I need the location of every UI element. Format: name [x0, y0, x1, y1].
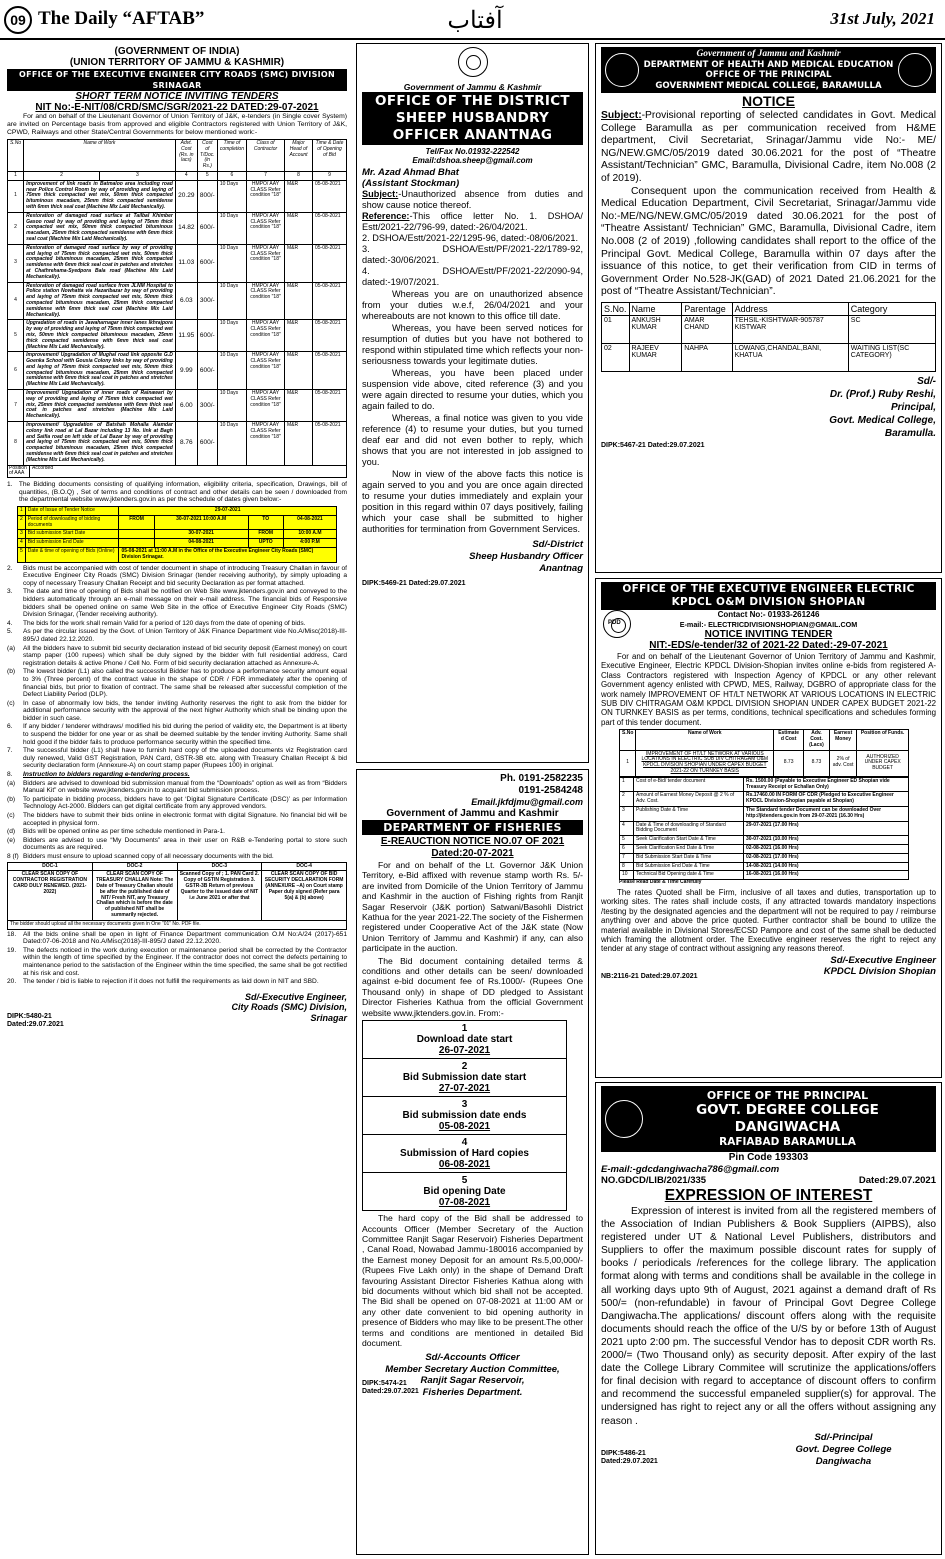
notice-subtitle: SHORT TERM NOTICE INVITING TENDERS — [75, 91, 279, 102]
para-2: The Bid document containing detailed terms & conditions and other details can be seen/ downloaded against e-bid document fee of Rs.1000/- (Rupees One Thousand only) in shape of DD pledged to Assistant Director Fisheries Kathua from the official Government website www.jktenders.gov.in. From:- — [362, 955, 583, 1018]
college-logo-icon — [605, 1100, 643, 1138]
newspaper-logo: آفتاب — [447, 6, 503, 34]
schedule-row: 5 Date & time of opening of Bids (Online) 05-08-2021 at 11:00 A.M in the Office of the Executive Engineer City Roads (SMC) Division Srinagar. — [18, 548, 337, 563]
schedule-row: 2 Period of downloading of bidding documents FROM 30-07-2021 10:00 A.M TO 04-08-2021 — [18, 515, 337, 530]
schedule-row: 4 Date & Time of downloading of Standard Bidding Document 29-07-2021 (17.00 Hrs) — [620, 821, 909, 836]
schedule-item: 4 Submission of Hard copies 06-08-2021 — [363, 1135, 567, 1173]
table-header: S.No. — [602, 302, 630, 315]
cell-n: 1 — [8, 180, 24, 212]
doc-header: DOC-3 — [177, 862, 262, 871]
paragraph: Now in view of the above facts this notice is again served to you and you are once again directed to resume your duties immediately and explain your position in this regard within 07 days positively, failing which your case shall be submitted to higher authorities for termination from Government Services. — [362, 469, 583, 534]
cell-w: Improvement/ Upgradation of Mughal road link opposite G.D Goenka School with Gousia Colony links by way of providing and laying of 75mm thick compacted wet mix, 50mm thick compacted bituminous macadam, 25mm thick compacted semidense with 6mm thick seal coat in patches and stretches (Machine Mix Laid Mechanically). — [24, 352, 176, 390]
subject: Subject:-Unauthorized absence from duties and show cause notice thereof. — [362, 189, 583, 210]
cell-d: 600/- — [197, 422, 217, 466]
notice-fisheries — [356, 769, 589, 1555]
notice-gmc-baramulla — [595, 43, 942, 573]
cell-h: M&R — [285, 422, 313, 466]
gov-line: Government of Jammu & Kashmir — [403, 82, 542, 92]
body: Consequent upon the communication received from Health & Medical Education Department, Civil Secretariat, Srinagar/Jammu vide No:-ME/NG/NEW.GMC/05/2019 dated 30.06.2021 for the post of “Theatre Assistant/ Technician” GMC, Baramulla, Divisional Cadre, item No.008 (2 of 2019) ,following candidates shall report to the office of the Principal Govt. Medical College, Baramulla within 07 days after the issuance of this notice, to get their verification from CID in terms of Government Order No.528-JK(GAD) of 2021 Dated 21.06.2021 for the post of “Theatre Assistant/Technician”. — [601, 185, 936, 298]
clause: 20. The tender / bid is liable to rejection if it does not fulfill the requirements as laid down in NIT and SBD. — [7, 978, 319, 986]
cell-t: 10 Days — [217, 282, 246, 320]
cell-c: 6.00 — [175, 390, 197, 422]
cell-n: 2 — [8, 212, 24, 244]
cell-t: 10 Days — [217, 212, 246, 244]
cell-h: M&R — [285, 320, 313, 352]
ut-heading: (UNION TERRITORY OF JAMMU & KASHMIR) — [69, 57, 285, 68]
cell-o: 05-08-2021 — [313, 212, 347, 244]
clauses — [7, 565, 347, 861]
tel-fax: Tel/Fax No.01932-222542 — [425, 147, 520, 156]
cell-t: 10 Days — [217, 244, 246, 282]
addressee-role: (Assistant Stockman) — [362, 178, 460, 189]
reference: Reference:-This office letter No. 1. DSHOA/ Estt/2021-22/796-99, dated:-26/04/2021. — [362, 211, 583, 232]
cell-n: 4 — [8, 282, 24, 320]
eoi-degree-college — [595, 1082, 942, 1555]
nit-number: NIT No:-E-NIT/08/CRD/SMC/SGR/2021-22 DATED:29-07-2021 — [35, 102, 319, 113]
cell-w: Improvement/ Upgradation of inner roads of Rainawari by way of providing and laying of 75mm thick compacted wet mix, 25mm thick compacted semidense with 6mm thick seal coat in patches and stretches (Machine Mix Laid Mechanically). — [24, 390, 176, 422]
nit-number: NIT:-EDS/e-tender/32 of 2021-22 Dated:-29-07-2021 — [649, 640, 888, 651]
reference-item: 3. DSHOA/Estt/PF/2021-22/1789-92, dated:-30/06/2021. — [362, 244, 583, 265]
newspaper-title: The Daily “AFTAB” — [38, 8, 205, 29]
cell-h: M&R — [285, 352, 313, 390]
eoi-title: EXPRESSION OF INTEREST — [664, 1187, 873, 1204]
clause: (b) To participate in bidding process, bidders have to get ‘Digital Signature Certificate (DSC)’ as per Information Technology Act-2000. Bidders can get digital certificate from any approved vendors. — [7, 795, 347, 811]
table-header: Time & Date of Opening of Bid — [313, 140, 347, 172]
column-number: 4 — [175, 171, 197, 180]
table-header: Category — [848, 302, 935, 315]
table-header: Name of Work — [24, 140, 176, 172]
signature-block: Sd/-District Sheep Husbandry Officer Anantnag — [469, 539, 583, 574]
table-header: Address — [732, 302, 848, 315]
notice-sheep-husbandry — [356, 43, 589, 763]
cell-d: 600/- — [197, 320, 217, 352]
schedule-row: 5 Seek Clarification Start Date & Time 30-07-2021 (10.00 Hrs) — [620, 836, 909, 845]
clause: 5. As per the circular issued by the Govt. of Union Territory of J&K Finance Department vide No.A/Misc(2018)-III-895/J dated 22.12.2020. — [7, 628, 347, 643]
dipk-ref: DIPK:5467-21 Dated:29.07.2021 — [601, 441, 705, 449]
doc-cell: CLEAR SCAN COPY OF CONTRACTOR REGISTRATION CARD DULY RENEWED. (2021-2022) — [8, 871, 93, 920]
schedule-row: 7 Bid Submission Start Date & Time 02-08-2021 (17.00 Hrs) — [620, 853, 909, 862]
email: Email:dshoa.sheep@gmail.com — [412, 156, 533, 165]
clause: (c) The bidders have to submit their bids online in electronic format with digital Signature. No financial bid will be accepted in physical form. — [7, 812, 347, 827]
doc-header: DOC-1 — [8, 862, 93, 871]
cell-o: 05-08-2021 — [313, 282, 347, 320]
work-row: 1 IMPROVEMENT OF HT/LT NETWORK AT VARIOUS LOCATIONS IN ELECTRIC SUB DIV CHITRAGAM O&M KPDCL DIVISION SHOPIAN UNDER CAPEX BUDGET 2021-22 ON TURNKEY BASIS 8.73 8.73 2% of adv. Cost AUTHORIZED UNDER CAPEX BUDGET — [620, 750, 909, 776]
table-row — [8, 320, 347, 352]
table-row — [8, 422, 347, 466]
table-header: Adv. Cost. (Lacs) — [804, 730, 830, 750]
phone-2: 0191-2584248 — [518, 785, 583, 796]
contact: Contact No:- 01933-261246 — [717, 610, 820, 619]
column-number: 7 — [247, 171, 285, 180]
clause: 6. If any bidder / tenderer withdraws/ modified his bid during the period of validity etc, the Department is at liberty to suspend the bidder for one year or as shall be deemed suitable by the tender inviting Authority. Same shall hold good if the bidder fails to produce performance security within the specified time. — [7, 723, 347, 746]
header-bar: OFFICE OF THE PRINCIPAL GOVT. DEGREE COLLEGE DANGIWACHA RAFIABAD BARAMULLA — [601, 1086, 936, 1152]
cell-o: 05-08-2021 — [313, 352, 347, 390]
clause: 8. Instruction to bidders regarding e-tendering process. — [7, 771, 190, 779]
schedule-item: 3 Bid submission date ends 05-08-2021 — [363, 1097, 567, 1135]
candidate-row: 01 ANKUSH KUMAR AMAR CHAND TEHSIL-KISHTWAR-905787 KISTWAR SC — [602, 315, 936, 343]
clause: (c) In case of abnormally low bids, the tender inviting Authority reserves the right to ask from the bidder for additional performance security with the approval of the next higher Authority which shall be binding upon the bidder in such case. — [7, 699, 347, 722]
eoi-body: Expression of interest is invited from all the registered members of the Association of Indian Publishers & Book Suppliers (AIPBS), also registered under UT & National Level Publishers, distributors and Suppliers to offer the maximum possible discount rates for supply of books / periodicals /references for the college library. The application format along with terms and conditions shall be available in the college in all working days upto 9th of August, 2021 against a demand draft of Rs 500/= (non-refundable) in favour of Principal Govt Degree College Dangiwacha.The applications/ discount offers along with the requisite documents should reach the office of the U/S by or before 13th of August 2021 upto 2:00 pm. The successful Vendor has to deposit CDR worth Rs. 2000/= (Two Thousand only) as security deposit. After expiry of the last date the College Library Commitee will scrutinize the applications/offers for final decision with regard to acceptance of discount offers to confirm and recommend the successful empaneled supplier(s) for approval. The undersigned has right to reject any or all the offers without assigning any reason . — [601, 1206, 936, 1427]
clause: (a) Bidders are advised to download bid submission manual from the “Downloads” option as well as from “Bidders Manual Kit” on website www.jktenders.gov.in to acquaint bid submission process. — [7, 779, 347, 795]
table-header: Parentage — [682, 302, 732, 315]
table-row — [8, 352, 347, 390]
doc-header: DOC-2 — [92, 862, 177, 871]
cell-t: 10 Days — [217, 320, 246, 352]
schedule-table — [17, 506, 337, 563]
column-number: 5 — [197, 171, 217, 180]
dipk-ref: DIPK:5469-21 Dated:29.07.2021 — [362, 580, 466, 587]
cell-h: M&R — [285, 212, 313, 244]
cell-h: M&R — [285, 180, 313, 212]
cell-n: 8 — [8, 422, 24, 466]
candidates-table — [601, 302, 936, 372]
tender-schedule-table — [619, 777, 909, 880]
cell-t: 10 Days — [217, 180, 246, 212]
schedule-item: 1 Download date start 26-07-2021 — [363, 1021, 567, 1059]
page-number: 09 — [4, 6, 32, 34]
notice-number: E-REAUCTION NOTICE NO.07 OF 2021 — [380, 836, 565, 847]
column-number: 2 — [24, 171, 100, 180]
cell-h: M&R — [285, 244, 313, 282]
schedule-row: 6 Seek Clarification End Date & Time 02-08-2021 (16.00 Hrs) — [620, 845, 909, 854]
clause: 2. Bids must be accompanied with cost of tender document in shape of introducing Treasury Challan in favour of Executive Engineer City Roads (SMC) Division Srinagar (tender receiving authority), by simply uploading a copy of necessary Treasury Challan Receipt and bid security Declaration as per format attached. — [7, 564, 347, 587]
cell-o: 05-08-2021 — [313, 180, 347, 212]
para-1: For and on behalf of the Lieutenant Governor of Union Territory of Jammu and Kashmir, Executive Engineer, Electric KPDCL Division-Shopian invites online e-bids from registered A-Class Contractors registered with Inspection Agency of KPDCL or any other relevant Government agency enlisted with CPWD, MES, Railway, DGBRO of appropriate class for the work namely IMPROVEMENT OF HT/LT NETWORK AT VARIOUS LOCATIONS IN ELECTRIC SUB DIV CHITRAGAM O&M KPDCL DIVISION SHOPIAN UNDER CAPEX BUDGET 2021-22 ON TURNKEY BASIS as per terms, conditions, technical specifications and schedules forming part of this tender document. — [601, 652, 936, 727]
cell-h: M&R — [285, 282, 313, 320]
doc-cell: CLEAR SCAN COPY OF TREASURY CHALLAN Note: The Date of Treasury Challan should be after the published date of NIT/ Fresh NIT, any Treasury Challan which is before the date of published NIT shall be summarily rejected. — [92, 871, 177, 920]
tender-work-table — [619, 729, 909, 777]
clauses-final — [7, 931, 347, 986]
jk-emblem-icon — [605, 53, 639, 87]
notice-title: NOTICE INVITING TENDER — [704, 629, 833, 640]
college-logo-icon — [898, 53, 932, 87]
clause: (d) Bids will be opened online as per time schedule mentioned in Para-1. — [7, 828, 225, 836]
schedule-row: 1 Date of Issue of Tender Notice 29-07-2021 — [18, 507, 337, 516]
cell-c: 11.03 — [175, 244, 197, 282]
aaa-value: Accorded — [32, 464, 54, 471]
issue-date: 31st July, 2021 — [830, 9, 935, 28]
schedule-row: 10 Technical Bid Opening date & Time 16-08-2021 (16.00 Hrs) — [620, 871, 909, 880]
signature-block: Sd/-Executive Engineer, City Roads (SMC) Division, Srinagar — [231, 991, 347, 1023]
schedule-row: 4 Bid submission End Date 04-08-2021 UPTO 4:00 P.M — [18, 539, 337, 548]
table-header: Name of Work — [636, 730, 774, 750]
cell-c: 14.82 — [175, 212, 197, 244]
cell-t: 10 Days — [217, 422, 246, 466]
email: E-mail:-gdcdangiwacha786@gmail.com — [601, 1164, 780, 1175]
clause: 19. The defects noticed in the work during execution or maintenance period shall be corrected by the Contractor within the length of time specified by the Engineer. If the contractor does not correct the defects pertaining to maintenance period to the satisfaction of the Engineer within the time specified, the same shall be got rectified at his risk and cost. — [7, 946, 347, 977]
cell-d: 800/- — [197, 180, 217, 212]
table-row — [8, 282, 347, 320]
doc-cell: Scanned Copy of ; 1. PAN Card 2. Copy of GSTIN Registration 3. GSTR-3B Return of previous Quarter to the issued date of NIT i.e June 2021 or after that — [177, 871, 262, 920]
clause: 18. All the bids online shall be open in light of Finance Department communication O.M No:A/24 (2017)-651 Dated:07-06-2018 and No.A/Misc(2018)-III-895/J dated 22.12.2020. — [7, 930, 347, 946]
reference-item: 4. DSHOA/Estt/PF/2021-22/2090-94, dated:-19/07/2021. — [362, 266, 583, 287]
reference-list — [362, 233, 583, 288]
paragraph: Whereas you are on unauthorized absence from your duties w.e.f, 26/04/2021 and your whereabouts are not known to this office till date. — [362, 289, 583, 321]
cell-n: 3 — [8, 244, 24, 282]
cell-w: Improvement of link roads in Batmaloo area including road near Police Control Room by way of providing and laying of 75mm thick compacted wet mix, 50mm thick compacted bituminous macadam, 25mm thick compacted semidense with 6mm thick seal coat (Machine Mix Laid Mechanically). — [24, 180, 176, 212]
tender-notice-city-roads — [2, 43, 352, 1555]
clause: 3. The date and time of opening of Bids shall be notified on Web Site www.jktenders.gov.in and conveyed to the bidders automatically through an e-mail message on their e-mail address. The financial bids of Responsive bidders shall be opened online on same Web Site in the office of Executive Engineer City Roads (SMC) Division Srinagar, (Tender receiving authority). — [7, 588, 347, 619]
paragraph: Whereas, you have been placed under suspension vide above, cited reference (3) and you were again directed to resume your duties, which you again failed to do. — [362, 368, 583, 411]
table-row — [8, 390, 347, 422]
dipk-ref: DIPK:5480-21 Dated:29.07.2021 — [7, 1013, 64, 1029]
cell-k: HMPO/ AAY CLASS Refer condition "18" — [247, 212, 285, 244]
body-paragraphs — [362, 289, 583, 535]
clause: (e) Bidders are advised to use “My Documents” area in their user on R&B e-Tendering portal to store such documents as are required. — [7, 836, 347, 852]
column-number: 9 — [313, 171, 347, 180]
clause: 7. The successful bidder (L1) shall have to furnish hard copy of the uploaded documents viz Registration card duly renewed, Valid GST Registration, PAN Card, GSTR-3B etc. along with Treasury Challan Receipt & bid security declaration form (Annexure-A) on court stamp paper (Rupees 100) in original. — [7, 747, 347, 770]
auction-schedule — [362, 1020, 567, 1211]
cell-k: HMPO/ AAY CLASS Refer condition "18" — [247, 180, 285, 212]
para-1: For and on behalf of the Lt. Governor J&K Union Territory, e-Bid affixed with revenue stamp worth Rs. 5/- are invited from Domicile of the Union Territory of Jammu and Kashmir in the auction of Fishing rights from Ranjit Sagar Reservoir (J&K portion) Satwani/Basohli District Kathua for the year 2021-22.The society of the Fishermen registered under Cooperative Act of the J&K state (Now Union Territory of Jammu and Kashmir) if any, can also participate in the auction. — [362, 860, 583, 954]
cell-w: Upgradation of roads in Jawaharnagar inner lanes Ikhrajpora by way of providing and laying of 75mm thick compacted wet mix, 50mm thick compacted bituminous macadam, 25mm thick compacted semidense with 6mm thick seal coat (Machine Mix Laid Mechanically). — [24, 320, 176, 352]
date-note: Please Read Date & Time Carefully — [619, 879, 702, 886]
table-header: Name — [629, 302, 682, 315]
cell-c: 20.29 — [175, 180, 197, 212]
tender-kpdcl-shopian: OFFICE OF THE EXECUTIVE ENGINEER ELECTRIC KPDCL O&M DIVISION SHOPIAN PDD Contact No:- 01933-261246 E-mail:- ELECTRICDIVISIONSHOPIAN@GMAIL.COM NOTICE INVITING TENDER NIT:-EDS/e-tender/32 of 2021-22 Dated:-29-07-2021 For and on behalf of the Lieutenant Governor of Union Territory of Jammu and Kashmir, Executive Engineer, Electric KPDCL Division-Shopian invites online e-bids from registered A-Class Contractors registered with Inspection Agency of KPDCL or any other relevant Government agency enlisted with CPWD, MES, Railway, DGBRO of appropriate class for the work namely IMPROVEMENT OF HT/LT NETWORK AT VARIOUS LOCATIONS IN ELECTRIC SUB DIV CHITRAGAM O&M KPDCL DIVISION SHOPIAN UNDER CAPEX BUDGET 2021-22 ON TURNKEY BASIS as per terms, conditions, technical specifications and schedules forming part of this tender document. S.No Name of Work Estimate d Cost Adv. Cost. (Lacs) Earnest Money Position of Funds. 1 IMPROVEMENT OF HT/LT NETWORK AT VARIOUS LOCATIONS IN ELECTRIC SUB DIV CHITRAGAM O&M KPDCL DIVISION SHOPIAN UNDER CAPEX BUDGET 2021-22 ON TURNKEY BASIS 8.73 8.73 2% of adv. Cost AUTHORIZED UNDER CAPEX BUDGET 1 Cost of e-Bid/ tender document Rs. 1500.00 (Payable to Executive Engineer ED Shopian vide Treasury Receipt or Echallan Only) 2 Amount of Earnest Money Deposit @ 2 % of Adv. Cost. Rs.17460.00 IN FORM OF CDR (Pledged to Executive Engineer KPDCL Division-Shopian payable at Shopian) 3 Publishing Date & Time The Standard tender Document can be downloaded Over http://jktenders.gov.in from 29-07-2021 (16.30 Hrs) 4 Date & Time of downloading of Standard Bidding Document 29-07-2021 (17.00 Hrs) 5 Seek Clarification Start Date & Time 30-07-2021 (10.00 Hrs) 6 Seek Clarification End Date & Time 02-08-2021 (16.00 Hrs) 7 Bid Submission Start Date & Time 02-08-2021 (17.00 Hrs) 8 Bid Submission End Date & Time 14-08-2021 (14.00 Hrs) 10 Technical Bid Opening date & Time 16-08-2021 (16.00 Hrs) Please Read Date & Time Carefully The rates Quoted shall be Firm, inclusive of all taxes and duties, transportation up to working sites. The rates shall include costs, if any attracted towards mandatory inspections /testing by the designated agencies and the department will not be required to pay / reimburse anything over and above the price quoted. Further contractor shall be bound to utilize the material available in Divisional Stores/ECSD Pampore and cost of the same shall be deducted which framing the allotment order. The Executive engineer reserves the right to reject any tender at any stage of contract without assigning any reasons thereof. Sd/-Executive Engineer KPDCL Division Shopian NB:2116-21 Dated:29.07.2021 — [595, 578, 942, 1078]
cell-c: 6.03 — [175, 282, 197, 320]
signature-block: Sd/-Accounts Officer Member Secretary Auction Committee, Ranjit Sagar Reservoir, Fisheries Department. — [385, 1352, 560, 1398]
subject: Subject:-Provisional reporting of selected candidates in Govt. Medical College Baramulla as per communication received from H&ME department, Civil Secretariat, Srinagar/Jammu vide No:- ME/ NG/NEW.GMC/05/2019 dated 30.06.2021 for the post of “Theatre Assistant/Technician” GMC, Baramulla, Divisional Cadre, item No.008 (2 of 2019). — [601, 110, 936, 184]
cell-k: HMPO/ AAY CLASS Refer condition "18" — [247, 320, 285, 352]
table-header: Estimate d Cost — [774, 730, 804, 750]
cell-d: 300/- — [197, 390, 217, 422]
signature-block: Sd/- Dr. (Prof.) Ruby Reshi, Principal, Govt. Medical College, Baramulla. — [829, 375, 936, 439]
documents-table — [7, 862, 347, 930]
para-3: The hard copy of the Bid shall be addressed to Accounts Officer (Member Secretary of the Auction Committee Ranjit Sagar Reservoir) Fisheries Department , Canal Road, Nowabad Jammu-180016 accompanied by the Earnest money Deposit for an amount Rs.5,00,000/- (Rupees Five Lakh only) in the shape of Demand Draft favouring Assistant Director Fisheries Kathua along with bid documents without which bid shall not be accepted. The Bid shall be opened on 07-08-2021 at 11:00 AM or any other date convenient to bid opening authority in presence of Bidders who may like to be present.The other terms and conditions are mentioned in detailed Bid document. — [362, 1213, 583, 1348]
cell-o: 05-08-2021 — [313, 390, 347, 422]
para-2: The rates Quoted shall be Firm, inclusive of all taxes and duties, transportation up to working sites. The rates shall include costs, if any attracted towards mandatory inspections /testing by the designated agencies and the department will not be required to pay / reimburse anything over and above the price quoted. Further contractor shall be bound to utilize the material available in Divisional Stores/ECSD Pampore and cost of the same shall be deducted which framing the allotment order. The Executive engineer reserves the right to reject any tender at any stage of contract without assigning any reasons thereof. — [601, 887, 936, 954]
clause: 4. The bids for the work shall remain Valid for a period of 120 days from the date of opening of bids. — [7, 619, 306, 627]
cell-k: HMPO/ AAY CLASS Refer condition "18" — [247, 390, 285, 422]
column-number: 6 — [217, 171, 246, 180]
phone-1: Ph. 0191-2582235 — [500, 773, 583, 784]
cell-w: Restoration of damaged road surface at Tailbal Khimber Gasoo road by way of providing and laying of 75mm thick compacted wet mix, 50mm thick compacted bituminous macadam, 25mm thick compacted semidense with 6mm thick seal coat (Machine Mix Laid Mechanically). — [24, 212, 176, 244]
schedule-row: 3 Bid submission Start Date 30-07-2021 FROM 10:00 A.M — [18, 530, 337, 539]
table-header: Position of Funds. — [857, 730, 909, 750]
cell-k: HMPO/ AAY CLASS Refer condition "18" — [247, 422, 285, 466]
dipk-ref: DIPK:5474-21 Dated:29.07.2021 — [362, 1380, 419, 1396]
doc-header: DOC-4 — [262, 862, 347, 871]
cell-k: HMPO/ AAY CLASS Refer condition "18" — [247, 244, 285, 282]
cell-d: 600/- — [197, 244, 217, 282]
cell-d: 600/- — [197, 212, 217, 244]
cell-t: 10 Days — [217, 352, 246, 390]
addressee-name: Mr. Azad Ahmad Bhat — [362, 167, 459, 178]
notice-date: Dated:20-07-2021 — [431, 848, 514, 859]
cell-w: Restoration of damaged road surface by way of providing and laying of 75mm thick compacted wet mix, 50mm thick compacted bituminous macadam, 25mm thick compacted semidense with 6mm thick seal coat in patches and stretches at Chathrehama-Syedpora Bala road (Machine Mix Laid Mechanically). — [24, 244, 176, 282]
cell-c: 9.99 — [175, 352, 197, 390]
cell-k: HMPO/ AAY CLASS Refer condition "18" — [247, 352, 285, 390]
reference-item: 2. DSHOA/Estt/2021-22/1295-96, dated:-08/06/2021. — [362, 233, 579, 243]
cell-k: HMPO/ AAY CLASS Refer condition "18" — [247, 282, 285, 320]
aaa-label: Position of AAA — [8, 466, 30, 478]
column-number: 1 — [8, 171, 24, 180]
cell-o: 05-08-2021 — [313, 422, 347, 466]
table-header: Time of completion — [217, 140, 246, 172]
schedule-item: 2 Bid Submission date start 27-07-2021 — [363, 1059, 567, 1097]
cell-d: 300/- — [197, 282, 217, 320]
office-bar: OFFICE OF THE DISTRICT SHEEP HUSBANDRY OFFICER ANANTNAG — [362, 92, 583, 145]
table-header: S.No — [620, 730, 636, 750]
doc-cell: CLEAR SCAN COPY OF BID SECURITY DECLARATION FORM (ANNEXURE –A) on Court stamp Paper duly signed (Refer para 5(a) & (b) above) — [262, 871, 347, 920]
cell-o: 05-08-2021 — [313, 244, 347, 282]
email: E-mail:- ELECTRICDIVISIONSHOPIAN@GMAIL.COM — [679, 620, 858, 629]
pin-code: Pin Code 193303 — [728, 1152, 809, 1163]
email: Email.jkfdjmu@gmail.com — [471, 797, 583, 807]
table-header: Major Head of Account — [285, 140, 313, 172]
ref-line: NO.GDCD/LIB/2021/335 Dated:29.07.2021 — [601, 1175, 936, 1186]
schedule-row: 2 Amount of Earnest Money Deposit @ 2 % of Adv. Cost. Rs.17460.00 IN FORM OF CDR (Pledged to Executive Engineer KPDCL Division-Shopian payable at Shopian) — [620, 792, 909, 807]
department-bar: DEPARTMENT OF FISHERIES — [362, 820, 583, 835]
candidate-row: 02 RAJEEV KUMAR NAHPA LOWANG,CHANDAL,BANI, KHATUA WAITING LIST(SC CATEGORY) — [602, 343, 936, 371]
schedule-row: 8 Bid Submission End Date & Time 14-08-2021 (14.00 Hrs) — [620, 862, 909, 871]
paragraph: Whereas, a final notice was given to you vide reference (4) to resume your duties, but you turned deaf ear and did not even bother to reply, which shows that you are not interested in job assigned to you. — [362, 413, 583, 467]
column-number: 3 — [99, 171, 175, 180]
masthead — [0, 0, 945, 40]
doc-note: The bidder should upload all the necessary documents given in One “01” No. PDF file. — [8, 920, 347, 929]
cell-o: 05-08-2021 — [313, 320, 347, 352]
clause: 8 (f) Bidders must ensure to upload scanned copy of all necessary documents with the bid. — [7, 852, 274, 860]
office-bar: OFFICE OF THE EXECUTIVE ENGINEER ELECTRIC KPDCL O&M DIVISION SHOPIAN — [601, 582, 936, 610]
cell-w: Improvement/ Upgradation of Batshah Mohalla Alamdar colony link road at Lal Bazar including 13 No. link at Bagh and Saifia road on left side of Lal Bazar by way of providing and laying of 75mm thick compacted wet mix, 50mm thick compacted bituminous macadam, 25mm thick compacted semidense with 6mm thick seal coat in patches and stretches (Machine Mix Laid Mechanically). — [24, 422, 176, 466]
cell-c: 8.76 — [175, 422, 197, 466]
jk-emblem-icon — [458, 47, 488, 77]
table-row — [8, 244, 347, 282]
table-header: Cost of T/Doc. (in Rs.) — [197, 140, 217, 172]
clause: (b) The lowest bidder (L1) also called the successful Bidder has to produce a performance security amount equal to 3% (Three percent) of the contract value in the shape of CDR / FDR immediately after the opening of financial bids, but prior to fixation of contract. The same shall be released after successful completion of the Defect Liability Period (DLP). — [7, 668, 347, 699]
cell-d: 600/- — [197, 352, 217, 390]
table-header: S.No — [8, 140, 24, 172]
gov-line: Government of Jammu and Kashmir — [386, 808, 559, 819]
cell-h: M&R — [285, 390, 313, 422]
clause-1: 1. The Bidding documents consisting of qualifying information, eligibility criteria, specification, Drawings, bill of quantities, (B.O.Q) , Set of terms and conditions of contract and other details can be seen / downloaded from the departmental website www.jktenders.gov.in as per the schedule of dates given below:- — [7, 481, 347, 504]
header-bar: Government of Jammu and Kashmir DEPARTMENT OF HEALTH AND MEDICAL EDUCATION OFFICE OF THE PRINCIPAL GOVERNMENT MEDICAL COLLEGE, BARAMULLA — [601, 47, 936, 93]
dipk-ref: NB:2116-21 Dated:29.07.2021 — [601, 972, 698, 980]
cell-n: 5 — [8, 320, 24, 352]
dipk-ref: DIPK:5486-21 Dated:29.07.2021 — [601, 1449, 658, 1465]
cell-n: 7 — [8, 390, 24, 422]
table-row — [8, 180, 347, 212]
intro-text: For and on behalf of the Lieutenant Governor of Union Territory of J&K, e-tenders (in Single cover System) are invited on Percentage basis from approved and eligible Contractors registered with Union Territory of J&K, CPWD, Railways and other State/Central Governments for below mentioned work:- — [7, 113, 347, 136]
table-header: Earnest Money — [829, 730, 856, 750]
schedule-row: 3 Publishing Date & Time The Standard tender Document can be downloaded Over http://jktenders.gov.in from 29-07-2021 (16.30 Hrs) — [620, 807, 909, 822]
table-row — [8, 212, 347, 244]
cell-c: 11.95 — [175, 320, 197, 352]
cell-t: 10 Days — [217, 390, 246, 422]
table-header: Class of Contractor — [247, 140, 285, 172]
signature-block: Sd/-Principal Govt. Degree College Dangiwacha — [795, 1431, 892, 1467]
cell-w: Restoration of damaged road surface from JLNM Hospital to Police station Nowhatta via Hazaribazar by way of providing and laying of 75mm thick compacted wet mix, 50mm thick compacted bituminous macadam, 25mm thick compacted semidense with 6mm thick seal coat (Machine Mix Laid Mechanically). — [24, 282, 176, 320]
notice-title: NOTICE — [742, 93, 795, 109]
column-number: 8 — [285, 171, 313, 180]
gov-heading: (GOVERNMENT OF INDIA) — [114, 46, 240, 57]
signature-block: Sd/-Executive Engineer KPDCL Division Shopian — [823, 954, 936, 977]
paragraph: Whereas, you have been served notices for resumption of duties but you have not bothered to respond within stipulated time which reflects your non-seriousness towards your legitimate duties. — [362, 323, 583, 366]
works-table — [7, 139, 347, 466]
table-header: Advt. Cost (Rs. in lacs) — [175, 140, 197, 172]
schedule-item: 5 Bid opening Date 07-08-2021 — [363, 1173, 567, 1211]
clause: (a) All the bidders have to submit bid security declaration instead of bid security deposit (Earnest money) on court stamp paper (100 rupees) which shall be duly signed by the bidder with full residential address, Card registration details & active Phone / Cell No. Form of bid security declaration attached as Annexure-A. — [7, 644, 347, 667]
schedule-row: 1 Cost of e-Bid/ tender document Rs. 1500.00 (Payable to Executive Engineer ED Shopian vide Treasury Receipt or Echallan Only) — [620, 777, 909, 792]
cell-n: 6 — [8, 352, 24, 390]
office-bar: OFFICE OF THE EXECUTIVE ENGINEER CITY ROADS (SMC) DIVISION SRINAGAR — [7, 69, 347, 91]
